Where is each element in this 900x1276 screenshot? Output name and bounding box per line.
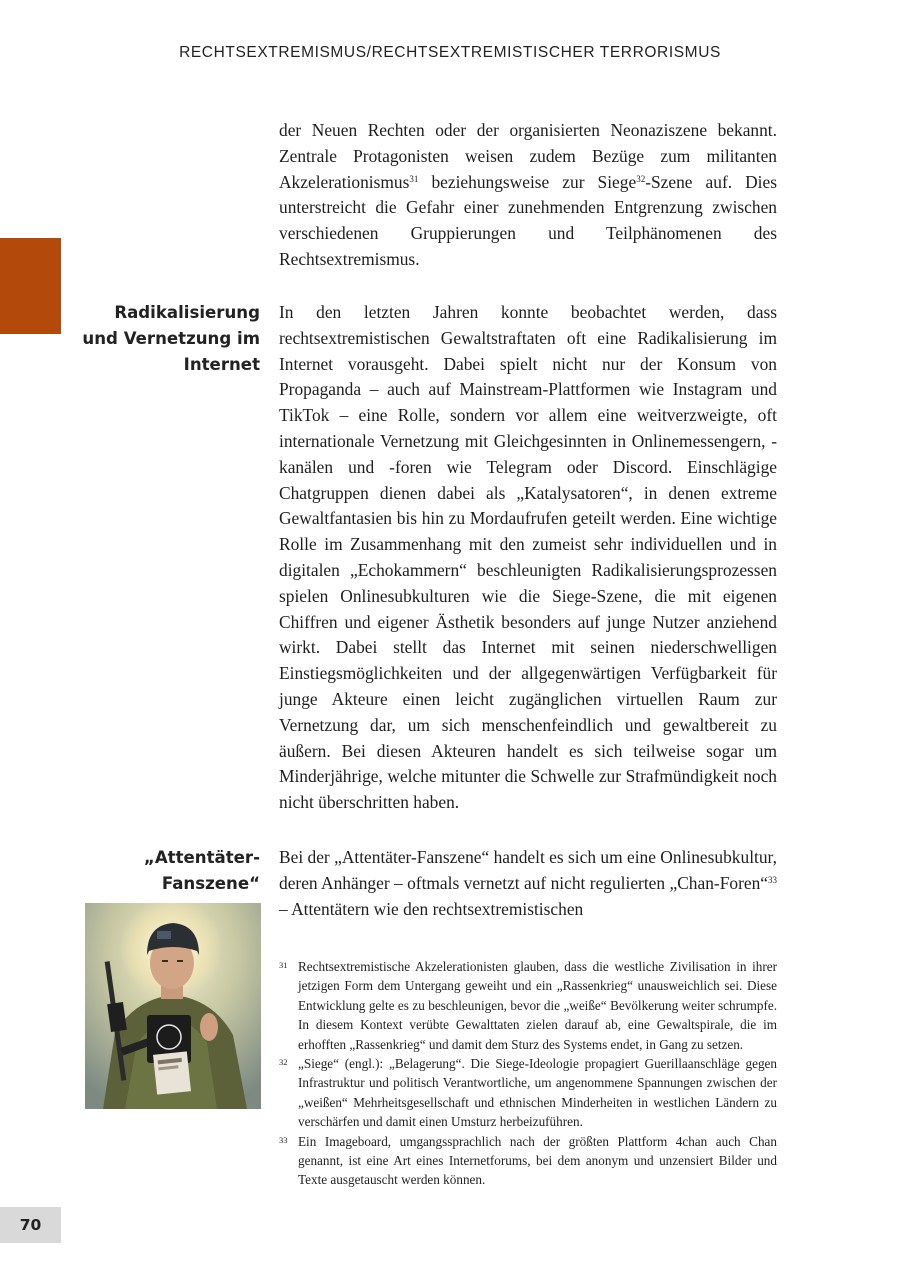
footnote-text: „Siege“ (engl.): „Belagerung“. Die Siege-Ideologie propagiert Guerillaanschläge gegen Infrastruktur und politisch Verantwortliche, um angenommene Spannungen zwischen der „weißen“ Mehrheitsgesellschaft und ethnischen Minderheiten in westlichen Ländern zu verschärfen und damit einen Umsturz herbeizuführen.: [298, 1056, 777, 1130]
side-heading-attentaeter: [144, 845, 260, 897]
paragraph-attentaeter: Bei der „Attentäter-Fanszene“ handelt es sich um eine Onlinesubkultur, deren Anhänger – oftmals vernetzt auf nicht regulierten „Chan-Foren“$^{33}$ – Attentätern wie den rechtsextremistischen: [279, 847, 777, 919]
footnote-number: 31: [279, 960, 288, 970]
footnote-ref: 31: [409, 173, 419, 184]
side-heading-line: Fanszene“: [161, 874, 260, 893]
running-header: RECHTSEXTREMISMUS/RECHTSEXTREMISTISCHER TERRORISMUS: [179, 44, 721, 61]
side-heading-radikalisierung: [82, 300, 260, 378]
footnote-ref: 32: [636, 173, 646, 184]
chapter-tab-marker: [0, 238, 61, 334]
footnote: [279, 957, 777, 1054]
footnote: [279, 1054, 777, 1132]
footnote-number: 33: [279, 1134, 288, 1145]
side-heading-line: Internet: [183, 355, 260, 374]
paragraph-radikalisierung: In den letzten Jahren konnte beobachtet werden, dass rechtsextremistischen Gewaltstraftaten oft eine Radikalisierung im Internet vorausgeht. Dabei spielt nicht nur der Konsum von Propaganda – auch auf Mainstream-Plattformen wie Instagram und TikTok – eine Rolle, sondern vor allem eine weitverzweigte, oft internationale Vernetzung mit Gleichgesinnten in Onlinemessengern, -kanälen und -foren wie Telegram oder Discord. Einschlägige Chatgruppen dienen dabei als „Katalysatoren“, in denen extreme Gewaltfantasien bis hin zu Mordaufrufen geteilt werden. Eine wichtige Rolle im Zusammenhang mit den zumeist sehr individuellen und in digitalen „Echokammern“ beschleunigten Radikalisierungsprozessen spielen Onlinesubkulturen wie die Siege-Szene, die mit eigenen Chiffren und eigener Ästhetik besonders auf junge Nutzer anziehend wirkt. Dabei stellt das Internet mit seinen niederschwelligen Einstiegsmöglichkeiten und der allgegenwärtigen Verfügbarkeit für junge Akteure einen leicht zugänglichen virtuellen Raum zur Vernetzung dar, um sich menschenfeindlich und gewaltbereit zu äußern. Bei diesen Akteuren handelt es sich teilweise sogar um Minderjährige, welche mitunter die Schwelle zur Strafmündigkeit noch nicht überschritten haben.: [279, 302, 777, 813]
section-attentaeter: [279, 845, 777, 922]
saint-portrait-image: [85, 903, 261, 1109]
section-top: [279, 118, 777, 273]
paragraph-top: der Neuen Rechten oder der organisierten Neonaziszene bekannt. Zentrale Protagonisten weisen zudem Bezüge zum militanten Akzelerationismus$^{31}$ beziehungsweise zur Siege$^{32}$-Szene auf. Dies unterstreicht die Gefahr einer zunehmenden Entgrenzung zwischen verschiedenen Gruppierungen und Teilphänomenen des Rechtsextremismus.: [279, 120, 777, 269]
footnotes: [279, 957, 777, 1190]
side-heading-line: Radikalisierung: [114, 303, 260, 322]
footnote-number: 32: [279, 1057, 288, 1068]
section-radikalisierung: [279, 300, 777, 816]
footnote-text: Ein Imageboard, umgangssprachlich nach der größten Plattform 4chan auch Chan genannt, ist eine Art eines Internetforums, bei dem anonym und unzensiert Bilder und Texte ausgetauscht werden können.: [298, 1133, 777, 1188]
footnote-ref: 33: [768, 874, 777, 885]
page-number: 70: [0, 1207, 61, 1243]
footnote: [279, 1132, 777, 1190]
side-heading-line: und Vernetzung im: [82, 329, 260, 348]
side-heading-line: „Attentäter-: [143, 848, 260, 867]
footnote-text: Rechtsextremistische Akzelerationisten glauben, dass die westliche Zivilisation in ihrer jetzigen Form dem Untergang geweiht und ein „Rassenkrieg“ unausweichlich sei. Diese Entwicklung gelte es zu beschleunigen, bevor die „weiße“ Bevölkerung weiter schrumpfe. In diesem Kontext verübte Gewalttaten zielen darauf ab, eine Gewaltspirale, die im erhofften „Rassenkrieg“ und damit dem Sturz des Systems endet, in Gang zu setzen.: [298, 959, 777, 1052]
